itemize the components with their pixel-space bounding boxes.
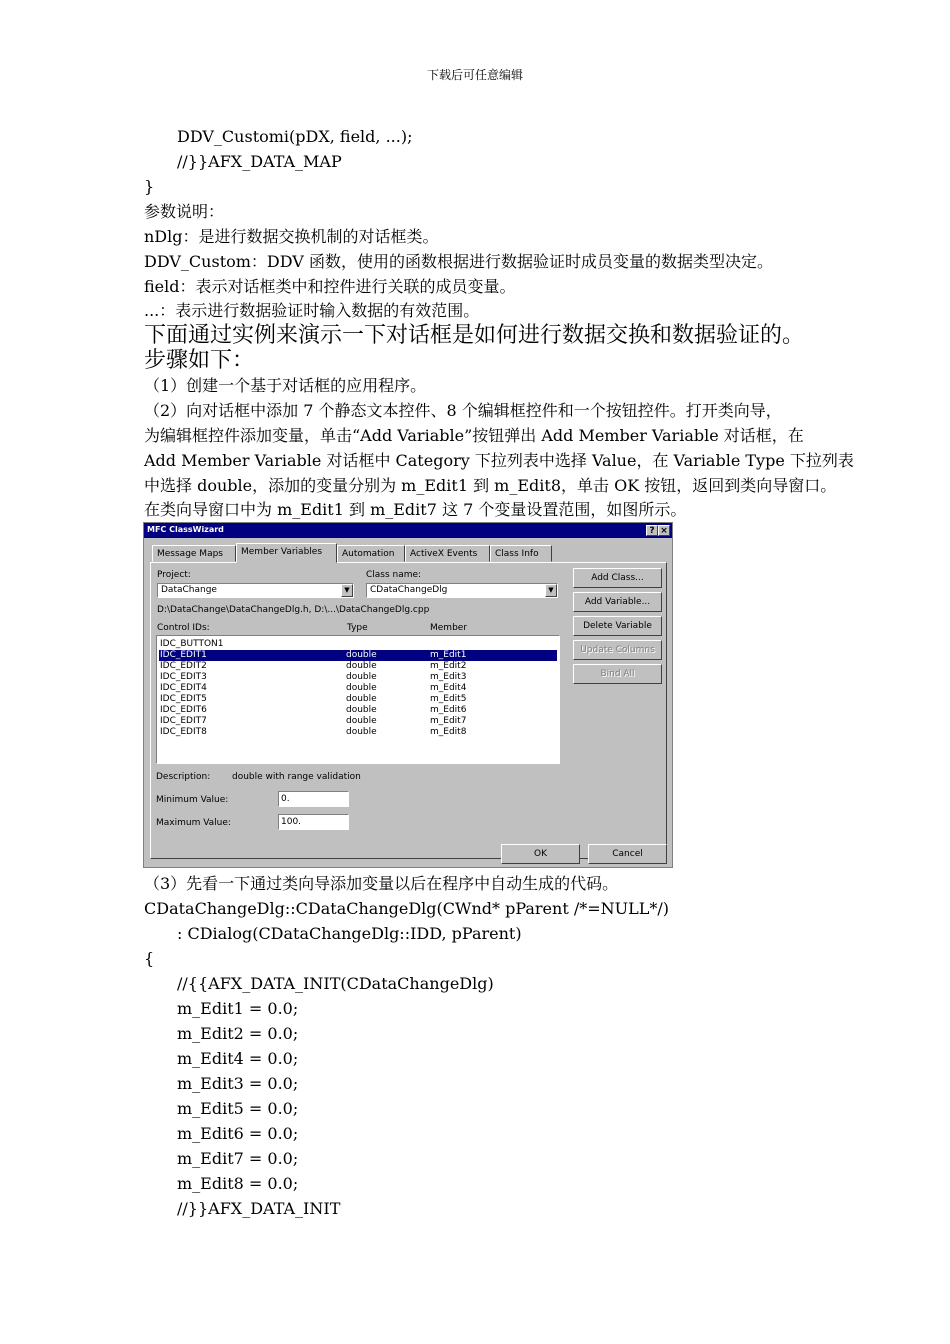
tab-class-info[interactable]: Class Info	[490, 545, 552, 562]
list-item[interactable]: IDC_EDIT8 double m_Edit8	[160, 727, 467, 737]
maximum-value-field[interactable]: 100.	[278, 814, 349, 830]
list-item[interactable]: IDC_EDIT2 double m_Edit2	[160, 661, 467, 671]
project-combo[interactable]	[157, 583, 354, 598]
classwizard-dialog	[143, 522, 673, 868]
text-line: nDlg：是进行数据交换机制的对话框类。	[144, 227, 439, 246]
cancel-button[interactable]: Cancel	[588, 844, 667, 864]
help-button[interactable]: ?	[646, 525, 658, 536]
text-line: field：表示对话框类中和控件进行关联的成员变量。	[144, 277, 516, 296]
code-line: {	[144, 949, 155, 968]
minimum-value-field[interactable]: 0.	[278, 791, 349, 807]
code-line: }	[144, 177, 155, 196]
close-button[interactable]: ×	[658, 525, 670, 536]
list-item[interactable]: IDC_BUTTON1	[160, 639, 224, 649]
text-line: 为编辑框控件添加变量，单击“Add Variable”按钮弹出 Add Member Variable 对话框，在	[144, 426, 804, 445]
code-line: : CDialog(CDataChangeDlg::IDD, pParent)	[177, 924, 522, 943]
dialog-titlebar	[144, 523, 672, 538]
classname-value: CDataChangeDlg	[370, 585, 448, 595]
col-header-member: Member	[430, 623, 468, 633]
text-line: Add Member Variable 对话框中 Category 下拉列表中选择 Value，在 Variable Type 下拉列表	[144, 451, 854, 470]
ok-button[interactable]: OK	[501, 844, 580, 864]
list-item[interactable]: IDC_EDIT5 double m_Edit5	[160, 694, 467, 704]
text-line: （1）创建一个基于对话框的应用程序。	[144, 376, 427, 395]
list-item[interactable]: IDC_EDIT6 double m_Edit6	[160, 705, 467, 715]
section-heading: 步骤如下：	[144, 348, 255, 373]
dialog-title: MFC ClassWizard	[147, 525, 224, 534]
list-item[interactable]: IDC_EDIT4 double m_Edit4	[160, 683, 467, 693]
text-line: 中选择 double，添加的变量分别为 m_Edit1 到 m_Edit8，单击 OK 按钮，返回到类向导窗口。	[144, 476, 837, 495]
description-label: Description:	[156, 772, 211, 782]
code-line: //}}AFX_DATA_MAP	[177, 152, 342, 171]
col-header-type: Type	[347, 623, 368, 633]
text-line: （2）向对话框中添加 7 个静态文本控件、8 个编辑框控件和一个按钮控件。打开类向导，	[144, 401, 782, 420]
col-header-ids: Control IDs:	[157, 623, 210, 633]
classname-label: Class name:	[366, 570, 422, 580]
control-ids-list[interactable]	[156, 635, 560, 764]
text-line: ...：表示进行数据验证时输入数据的有效范围。	[144, 301, 480, 320]
chevron-down-icon[interactable]: ▼	[341, 584, 353, 597]
text-line: 参数说明：	[144, 202, 225, 221]
code-line: //}}AFX_DATA_INIT	[177, 1199, 341, 1218]
section-heading: 下面通过实例来演示一下对话框是如何进行数据交换和数据验证的。	[144, 323, 805, 348]
code-line: DDV_Customi(pDX, field, ...);	[177, 127, 413, 146]
project-label: Project:	[157, 570, 191, 580]
maximum-value-label: Maximum Value:	[156, 818, 231, 828]
update-columns-button[interactable]: Update Columns	[573, 640, 662, 660]
code-line: m_Edit6 = 0.0;	[177, 1124, 299, 1143]
code-line: m_Edit4 = 0.0;	[177, 1049, 299, 1068]
list-item-selected[interactable]: IDC_EDIT1 double m_Edit1	[159, 650, 557, 661]
code-line: m_Edit1 = 0.0;	[177, 999, 299, 1018]
text-line: 在类向导窗口中为 m_Edit1 到 m_Edit7 这 7 个变量设置范围，如图所示。	[144, 500, 687, 519]
list-item[interactable]: IDC_EDIT3 double m_Edit3	[160, 672, 467, 682]
bind-all-button[interactable]: Bind All	[573, 664, 662, 684]
delete-variable-button[interactable]: Delete Variable	[573, 616, 662, 636]
minimum-value-label: Minimum Value:	[156, 795, 229, 805]
code-line: m_Edit5 = 0.0;	[177, 1099, 299, 1118]
code-line: //{{AFX_DATA_INIT(CDataChangeDlg)	[177, 974, 494, 993]
tab-activex-events[interactable]: ActiveX Events	[405, 545, 490, 562]
code-line: m_Edit3 = 0.0;	[177, 1074, 299, 1093]
chevron-down-icon[interactable]: ▼	[545, 584, 557, 597]
classname-combo[interactable]	[366, 583, 558, 598]
file-path: D:\DataChange\DataChangeDlg.h, D:\...\DataChangeDlg.cpp	[157, 605, 430, 615]
tab-member-variables[interactable]: Member Variables	[236, 543, 337, 563]
text-line: DDV_Custom：DDV 函数，使用的函数根据进行数据验证时成员变量的数据类型决定。	[144, 252, 773, 271]
tab-message-maps[interactable]: Message Maps	[152, 545, 236, 562]
description-value: double with range validation	[232, 772, 361, 782]
code-line: m_Edit2 = 0.0;	[177, 1024, 299, 1043]
list-item[interactable]: IDC_EDIT7 double m_Edit7	[160, 716, 467, 726]
code-line: m_Edit8 = 0.0;	[177, 1174, 299, 1193]
text-line: （3）先看一下通过类向导添加变量以后在程序中自动生成的代码。	[144, 874, 619, 893]
page-header-note: 下载后可任意编辑	[426, 68, 523, 82]
code-line: m_Edit7 = 0.0;	[177, 1149, 299, 1168]
add-class-button[interactable]: Add Class...	[573, 568, 662, 588]
project-value: DataChange	[161, 585, 217, 595]
code-line: CDataChangeDlg::CDataChangeDlg(CWnd* pParent /*=NULL*/)	[144, 899, 670, 918]
tab-automation[interactable]: Automation	[337, 545, 405, 562]
add-variable-button[interactable]: Add Variable...	[573, 592, 662, 612]
